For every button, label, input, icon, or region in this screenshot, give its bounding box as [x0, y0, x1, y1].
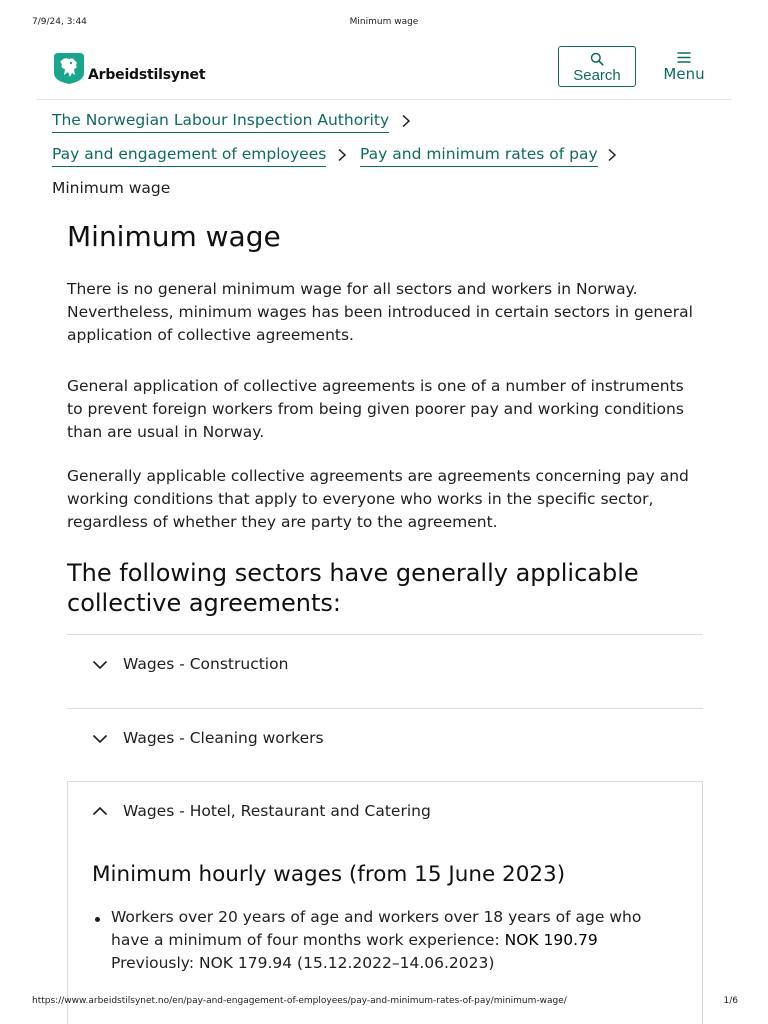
search-label: Search	[573, 67, 621, 84]
breadcrumb-current: Minimum wage	[52, 179, 171, 197]
accordion-label: Wages - Construction	[123, 655, 289, 673]
site-header	[36, 44, 732, 100]
print-url: https://www.arbeidstilsynet.no/en/pay-and-engagement-of-employees/pay-and-minimum-rates-of-pay/minimum-wage/	[32, 996, 567, 1006]
wage-list	[92, 906, 682, 975]
hourly-wages-heading: Minimum hourly wages (from 15 June 2023)	[92, 862, 566, 887]
print-title: Minimum wage	[349, 17, 419, 27]
accordion-label: Wages - Cleaning workers	[123, 729, 324, 747]
lion-logo-icon	[52, 51, 86, 85]
print-footer	[0, 996, 768, 1010]
print-header	[0, 14, 768, 30]
wage-amount: NOK 190.79	[504, 931, 598, 949]
wage-previous: Previously: NOK 179.94 (15.12.2022–14.06.2023)	[111, 954, 495, 972]
menu-label: Menu	[663, 65, 705, 83]
accordion-label: Wages - Hotel, Restaurant and Catering	[123, 802, 431, 820]
wage-condition: Workers over 20 years of age and workers over 18 years of age who have a minimum of four months work experience:	[111, 908, 642, 949]
site-logo[interactable]	[52, 48, 205, 88]
breadcrumb-link-minimum-rates[interactable]: Pay and minimum rates of pay	[360, 145, 598, 167]
intro-paragraph: There is no general minimum wage for all sectors and workers in Norway. Nevertheless, minimum wages has been introduced in certain sectors in general application of collective agreements.	[67, 280, 693, 344]
accordion-cleaning[interactable]	[67, 708, 703, 781]
chevron-right-icon	[607, 148, 617, 162]
page-title: Minimum wage	[67, 220, 281, 253]
accordion-hotel-header[interactable]	[68, 782, 702, 842]
definition-paragraph: Generally applicable collective agreements are agreements concerning pay and working conditions that apply to everyone who works in the specific sector, regardless of whether they are party to the agreement.	[67, 467, 689, 531]
breadcrumb-link-home[interactable]: The Norwegian Labour Inspection Authority	[52, 111, 389, 133]
chevron-right-icon	[401, 114, 411, 128]
menu-button[interactable]	[656, 46, 712, 87]
accordion-construction[interactable]	[67, 634, 703, 708]
chevron-right-icon	[337, 148, 347, 162]
list-item	[92, 906, 682, 975]
accordion-hotel-restaurant	[67, 781, 703, 1024]
chevron-up-icon	[92, 806, 108, 816]
logo-text: Arbeidstilsynet	[88, 67, 206, 83]
hamburger-icon	[677, 52, 691, 63]
print-date: 7/9/24, 3:44	[32, 17, 87, 27]
print-page-number: 1/6	[723, 996, 738, 1006]
search-icon	[590, 52, 604, 66]
sectors-heading: The following sectors have generally applicable collective agreements:	[67, 559, 639, 617]
instruments-paragraph: General application of collective agreements is one of a number of instruments to prevent foreign workers from being given poorer pay and working conditions than are usual in Norway.	[67, 377, 684, 441]
breadcrumb-link-pay-engagement[interactable]: Pay and engagement of employees	[52, 145, 326, 167]
search-button[interactable]	[558, 46, 636, 87]
chevron-down-icon	[92, 660, 108, 670]
chevron-down-icon	[92, 734, 108, 744]
